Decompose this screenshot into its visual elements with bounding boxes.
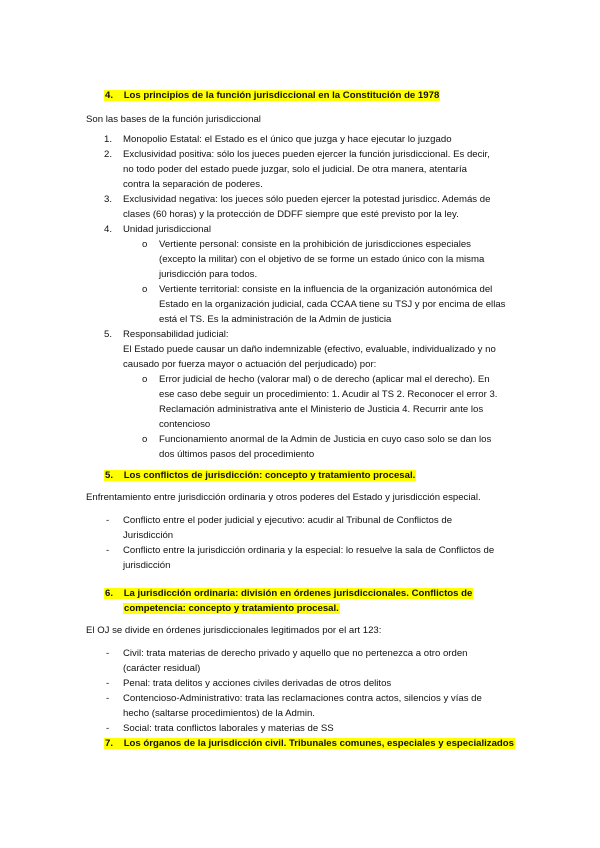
- list-number-1: 1.: [104, 134, 113, 145]
- section-6-heading-line-2: [123, 601, 340, 616]
- section-5-number: 5.: [105, 470, 114, 481]
- list-number-2: 2.: [104, 149, 113, 160]
- section-4-number: 4.: [105, 90, 114, 101]
- sublist-item-personal-line-2: (excepto la militar) con el objetivo de se forme un estado único con la misma: [159, 254, 485, 265]
- sublist-item-personal-line-1: Vertiente personal: consiste en la prohibición de jurisdicciones especiales: [159, 239, 471, 250]
- list-item-3-line-2: clases (60 horas) y la protección de DDFF siempre que esté previsto por la ley.: [123, 209, 459, 220]
- section-6-heading-line-1: [104, 586, 473, 601]
- dash-bullet: -: [106, 648, 110, 659]
- list-item-1: Monopolio Estatal: el Estado es el único que juzga y hace ejecutar lo juzgado: [123, 134, 452, 145]
- list-number-3: 3.: [104, 194, 113, 205]
- section-6-item-civil-line-2: (carácter residual): [123, 663, 201, 674]
- section-7-number: 7.: [105, 738, 114, 749]
- list-item-2-line-3: contra la separación de poderes.: [123, 179, 263, 190]
- section-6-title-line-1: La jurisdicción ordinaria: división en órdenes jurisdiccionales. Conflictos de: [123, 588, 473, 599]
- list-item-4-line-1: Unidad jurisdiccional: [123, 224, 211, 235]
- section-7-heading: [104, 736, 515, 751]
- sublist-bullet: o: [142, 374, 148, 385]
- list-item-5-line-3: causado por fuerza mayor o actuación del perjudicado) por:: [123, 359, 377, 370]
- list-item-5-line-2: El Estado puede causar un daño indemnizable (efectivo, evaluable, individualizado y no: [123, 344, 496, 355]
- sublist-item-error-line-3: Reclamación administrativa ante el Ministerio de Justicia 4. Recurrir ante los: [159, 404, 484, 415]
- dash-bullet: -: [106, 693, 110, 704]
- section-5-intro: Enfrentamiento entre jurisdicción ordinaria y otros poderes del Estado y jurisdicción especial.: [86, 492, 481, 503]
- sublist-bullet: o: [142, 239, 148, 250]
- sublist-item-funcionamiento-line-2: dos últimos pasos del procedimiento: [159, 449, 315, 460]
- list-number-5: 5.: [104, 329, 113, 340]
- section-6-item-contencioso-line-1: Contencioso-Administrativo: trata las reclamaciones contra actos, silencios y vías de: [123, 693, 482, 704]
- dash-bullet: -: [106, 678, 110, 689]
- section-5-title: Los conflictos de jurisdicción: concepto y tratamiento procesal.: [123, 470, 416, 481]
- section-4-heading: [104, 88, 440, 103]
- intro-text: Son las bases de la función jurisdiccional: [86, 114, 261, 125]
- dash-bullet: -: [106, 545, 110, 556]
- sublist-item-funcionamiento-line-1: Funcionamiento anormal de la Admin de Justicia en cuyo caso solo se dan los: [159, 434, 492, 445]
- section-4-title: Los principios de la función jurisdiccional en la Constitución de 1978: [123, 90, 440, 101]
- list-item-2-line-1: Exclusividad positiva: sólo los jueces pueden ejercer la función jurisdiccional. Es decir,: [123, 149, 490, 160]
- section-6-item-civil-line-1: Civil: trata materias de derecho privado y aquello que no pertenezca a otro orden: [123, 648, 468, 659]
- section-5-item-a-line-2: Jurisdicción: [123, 530, 174, 541]
- section-6-item-contencioso-line-2: hecho (saltarse procedimientos) de la Admin.: [123, 708, 315, 719]
- sublist-item-error-line-4: contencioso: [159, 419, 211, 430]
- sublist-item-territorial-line-2: Estado en la organización judicial, cada CCAA tiene su TSJ y por encima de ellas: [159, 299, 506, 310]
- section-7-title: Los órganos de la jurisdicción civil. Tribunales comunes, especiales y especializados: [123, 738, 514, 749]
- section-6-number: 6.: [105, 588, 114, 599]
- sublist-item-territorial-line-1: Vertiente territorial: consiste en la influencia de la organización autonómica del: [159, 284, 493, 295]
- list-item-3-line-1: Exclusividad negativa: los jueces sólo pueden ejercer la potestad jurisdicc. Además de: [123, 194, 491, 205]
- section-5-heading: [104, 468, 416, 483]
- sublist-item-error-line-2: ese caso debe seguir un procedimiento: 1. Acudir al TS 2. Reconocer el error 3.: [159, 389, 498, 400]
- list-item-2-line-2: no todo poder del estado puede juzgar, solo el judicial. De otra manera, atentaría: [123, 164, 468, 175]
- section-6-intro: El OJ se divide en órdenes jurisdiccionales legitimados por el art 123:: [86, 625, 382, 636]
- section-5-item-b-line-1: Conflicto entre la jurisdicción ordinaria y la especial: lo resuelve la sala de Conflictos de: [123, 545, 495, 556]
- dash-bullet: -: [106, 723, 110, 734]
- dash-bullet: -: [106, 515, 110, 526]
- section-6-item-social: Social: trata conflictos laborales y materias de SS: [123, 723, 334, 734]
- section-6-item-penal: Penal: trata delitos y acciones civiles derivadas de otros delitos: [123, 678, 392, 689]
- section-5-item-a-line-1: Conflicto entre el poder judicial y ejecutivo: acudir al Tribunal de Conflictos de: [123, 515, 453, 526]
- sublist-item-error-line-1: Error judicial de hecho (valorar mal) o de derecho (aplicar mal el derecho). En: [159, 374, 490, 385]
- section-5-item-b-line-2: jurisdicción: [123, 560, 171, 571]
- sublist-item-personal-line-3: jurisdicción para todos.: [159, 269, 258, 280]
- list-item-5-line-1: Responsabilidad judicial:: [123, 329, 229, 340]
- list-number-4: 4.: [104, 224, 113, 235]
- sublist-bullet: o: [142, 284, 148, 295]
- section-6-title-line-2: competencia: concepto y tratamiento procesal.: [124, 603, 339, 614]
- sublist-item-territorial-line-3: está el TS. Es la administración de la Admin de justicia: [159, 314, 392, 325]
- sublist-bullet: o: [142, 434, 148, 445]
